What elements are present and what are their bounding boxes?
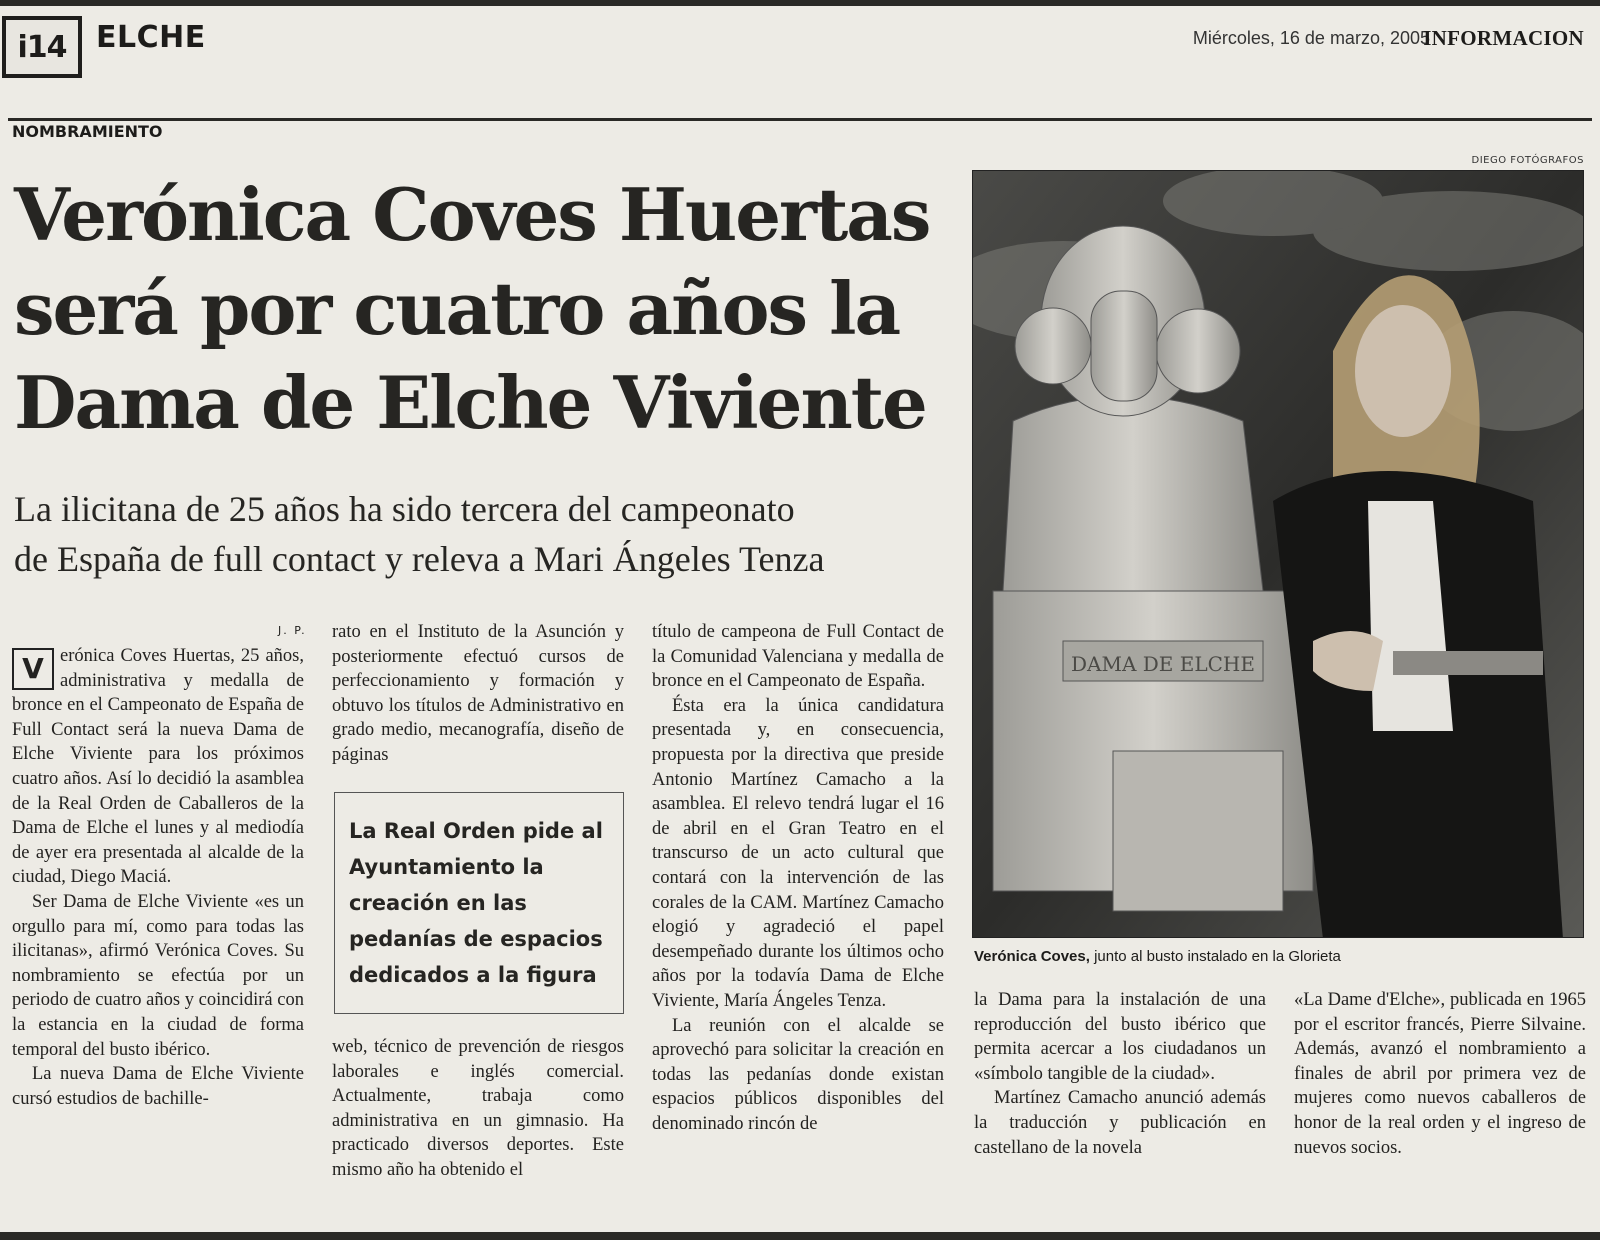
caption-text: junto al busto instalado en la Glorieta <box>1089 948 1341 965</box>
kicker: NOMBRAMIENTO <box>12 122 163 141</box>
headline-line: Dama de Elche Viviente <box>14 360 926 445</box>
article-photo <box>972 170 1584 938</box>
masthead: INFORMACION <box>1423 26 1584 50</box>
page-number: i14 <box>2 16 82 78</box>
headline-line: será por cuatro años la <box>14 266 900 351</box>
paragraph: título de campeona de Full Contact de la Comunidad Valenciana y medalla de bronce en el Campeonato de España. <box>652 622 944 692</box>
photo-caption <box>974 948 1341 965</box>
paragraph: La reunión con el alcalde se aprovechó para solicitar la creación en todas las pedanías donde existan espacios públicos disponibles del denominado rincón de <box>652 1015 944 1134</box>
paragraph: «La Dame d'Elche», publicada en 1965 por el escritor francés, Pierre Silvaine. Además, avanzó el nombramiento a finales de abril por primera vez de mujeres como nuevos caballeros de honor de la real orden y el ingreso de nuevos socios. <box>1294 990 1586 1158</box>
photo-illustration <box>973 171 1584 938</box>
paragraph-text: erónica Coves Huertas, 25 años, administrativa y medalla de bronce en el Campeonato de España de Full Contact será la nueva Dama de Elche Viviente para los próximos cuatro años. Así lo decidió la asamblea de la Real Orden de Caballeros de la Dama de Elche el lunes y al mediodía de ayer era presentada al alcalde de la ciudad, Diego Maciá. <box>12 646 304 888</box>
headline-line: Verónica Coves Huertas <box>14 172 930 257</box>
caption-name: Verónica Coves, <box>974 948 1090 965</box>
page-header <box>0 6 1600 78</box>
paragraph <box>12 644 304 890</box>
bottom-rule <box>0 1232 1600 1240</box>
dropcap: V <box>12 648 54 690</box>
column-2-bottom <box>332 1035 624 1183</box>
column-1 <box>12 644 304 1111</box>
paragraph: Ser Dama de Elche Viviente «es un orgullo para mí, como para todas las ilicitanas», afirmó Verónica Coves. Su nombramiento se efectúa por un periodo de cuatro años y coincidirá con la estancia en la ciudad de forma temporal del busto ibérico. <box>12 891 304 1060</box>
byline: J. P. <box>278 624 307 637</box>
headline <box>14 168 964 450</box>
column-3 <box>652 620 944 1136</box>
section-name: ELCHE <box>96 20 206 55</box>
subhead-line: de España de full contact y releva a Mari Ángeles Tenza <box>14 539 825 579</box>
subheadline <box>14 484 964 584</box>
paragraph: Martínez Camacho anunció además la traducción y publicación en castellano de la novela <box>974 1088 1266 1158</box>
column-4 <box>974 988 1266 1160</box>
subhead-line: La ilicitana de 25 años ha sido tercera del campeonato <box>14 489 795 529</box>
paragraph: Ésta era la única candidatura presentada y, en consecuencia, propuesta por la directiva que preside Antonio Martínez Camacho a la asamblea. El relevo tendrá lugar el 16 de abril en el Gran Teatro en el transcurso de un acto cultural que contará con la intervención de las corales de la CAM. Martínez Camacho elogió y agradeció el papel desempeñado durante los últimos ocho años por la todavía Dama de Elche Viviente, María Ángeles Tenza. <box>652 695 944 1011</box>
column-5 <box>1294 988 1586 1160</box>
column-2-top <box>332 620 624 768</box>
kicker-rule <box>8 118 1592 121</box>
paragraph: rato en el Instituto de la Asunción y posteriormente efectuó cursos de perfeccionamiento y formación y obtuvo los títulos de Administrativo en grado medio, mecanografía, diseño de páginas <box>332 622 624 765</box>
plaque-text: DAMA DE ELCHE <box>1071 652 1255 676</box>
paragraph: La nueva Dama de Elche Viviente cursó estudios de bachille- <box>12 1064 304 1109</box>
issue-date: Miércoles, 16 de marzo, 2005 <box>1192 28 1430 48</box>
paragraph: la Dama para la instalación de una reproducción del busto ibérico que permita acercar a los ciudadanos un «símbolo tangible de la ciudad». <box>974 990 1266 1084</box>
pull-quote: La Real Orden pide al Ayuntamiento la creación en las pedanías de espacios dedicados a la figura <box>334 792 624 1014</box>
paragraph: web, técnico de prevención de riesgos laborales e inglés comercial. Actualmente, trabaja como administrativa en un gimnasio. Ha practicado diversos deportes. Este mismo año ha obtenido el <box>332 1037 624 1180</box>
photo-credit: DIEGO FOTÓGRAFOS <box>1471 155 1584 166</box>
